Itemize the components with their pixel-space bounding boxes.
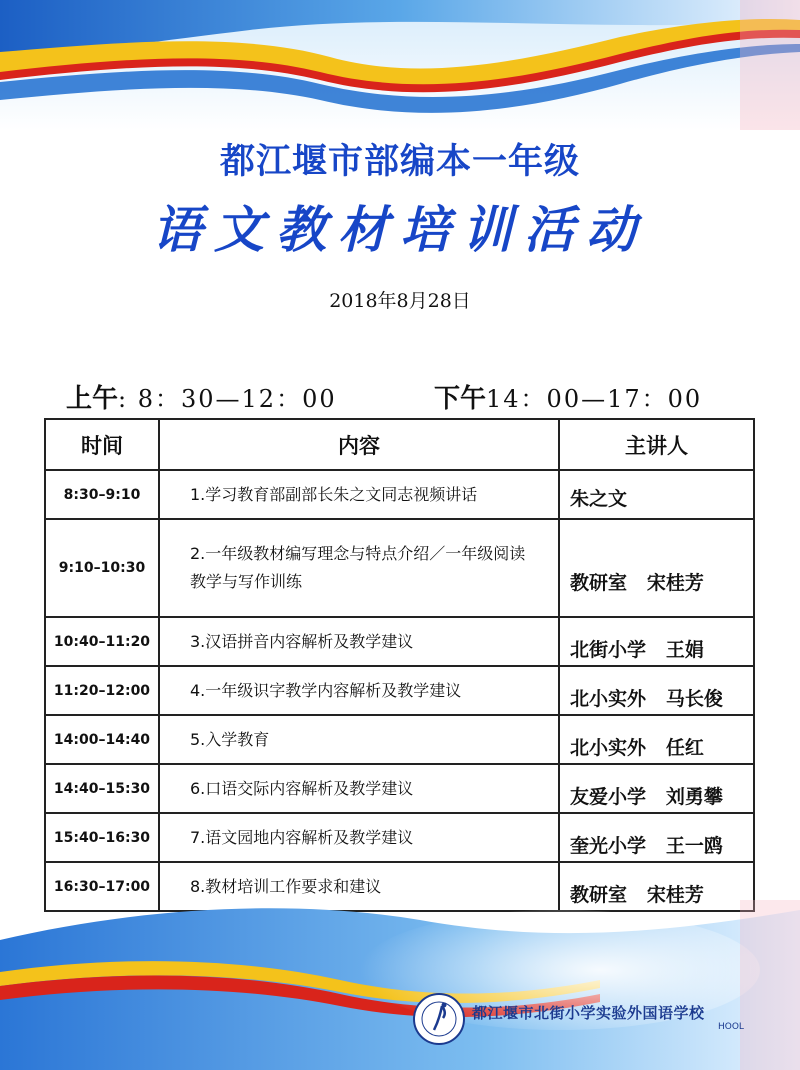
row-content: 7.语文园地内容解析及教学建议: [159, 813, 559, 862]
top-wave-decoration: [0, 0, 800, 130]
row-content: 2.一年级教材编写理念与特点介绍／一年级阅读教学与写作训练: [159, 519, 559, 617]
row-time: 8:30–9:10: [45, 470, 159, 519]
row-time: 14:40–15:30: [45, 764, 159, 813]
agenda-table: [44, 418, 755, 912]
morning-time: : 8：30—12：00: [118, 385, 337, 413]
morning-schedule: [66, 378, 337, 415]
table-row: [45, 666, 754, 715]
row-speaker: 教研室 宋桂芳: [559, 519, 754, 617]
row-time: 11:20–12:00: [45, 666, 159, 715]
header-content: 内容: [159, 419, 559, 470]
row-speaker: 北街小学 王娟: [559, 617, 754, 666]
row-time: 16:30–17:00: [45, 862, 159, 911]
table-header-row: [45, 419, 754, 470]
header-speaker: 主讲人: [559, 419, 754, 470]
row-content: 5.入学教育: [159, 715, 559, 764]
table-row: [45, 519, 754, 617]
row-speaker: 奎光小学 王一鸥: [559, 813, 754, 862]
row-speaker: 朱之文: [559, 470, 754, 519]
event-date: 2018年8月28日: [329, 290, 471, 312]
title-line2: 语文教材培训活动: [152, 200, 648, 259]
row-content: 4.一年级识字教学内容解析及教学建议: [159, 666, 559, 715]
header-time: 时间: [45, 419, 159, 470]
afternoon-label: 下午: [434, 384, 487, 414]
bottom-wave-decoration: [0, 900, 800, 1070]
row-speaker: 友爱小学 刘勇攀: [559, 764, 754, 813]
row-time: 10:40–11:20: [45, 617, 159, 666]
afternoon-schedule: [434, 378, 702, 415]
table-row: [45, 715, 754, 764]
school-emblem-icon: [412, 992, 466, 1046]
table-row: [45, 617, 754, 666]
row-time: 14:00–14:40: [45, 715, 159, 764]
row-time: 9:10–10:30: [45, 519, 159, 617]
row-content: 6.口语交际内容解析及教学建议: [159, 764, 559, 813]
row-content: 3.汉语拼音内容解析及教学建议: [159, 617, 559, 666]
row-content: 1.学习教育部副部长朱之文同志视频讲话: [159, 470, 559, 519]
row-speaker: 北小实外 任红: [559, 715, 754, 764]
row-time: 15:40–16:30: [45, 813, 159, 862]
title-line1: 都江堰市部编本一年级: [219, 142, 580, 182]
table-row: [45, 764, 754, 813]
afternoon-time: 14：00—17：00: [486, 385, 703, 413]
table-row: [45, 470, 754, 519]
row-content: 8.教材培训工作要求和建议: [159, 862, 559, 911]
row-speaker: 教研室 宋桂芳: [559, 862, 754, 911]
morning-label: 上午: [66, 384, 119, 414]
school-name-sub: HOOL: [718, 1022, 744, 1032]
school-name: 都江堰市北街小学实验外国语学校: [472, 1004, 705, 1022]
table-row: [45, 813, 754, 862]
row-speaker: 北小实外 马长俊: [559, 666, 754, 715]
